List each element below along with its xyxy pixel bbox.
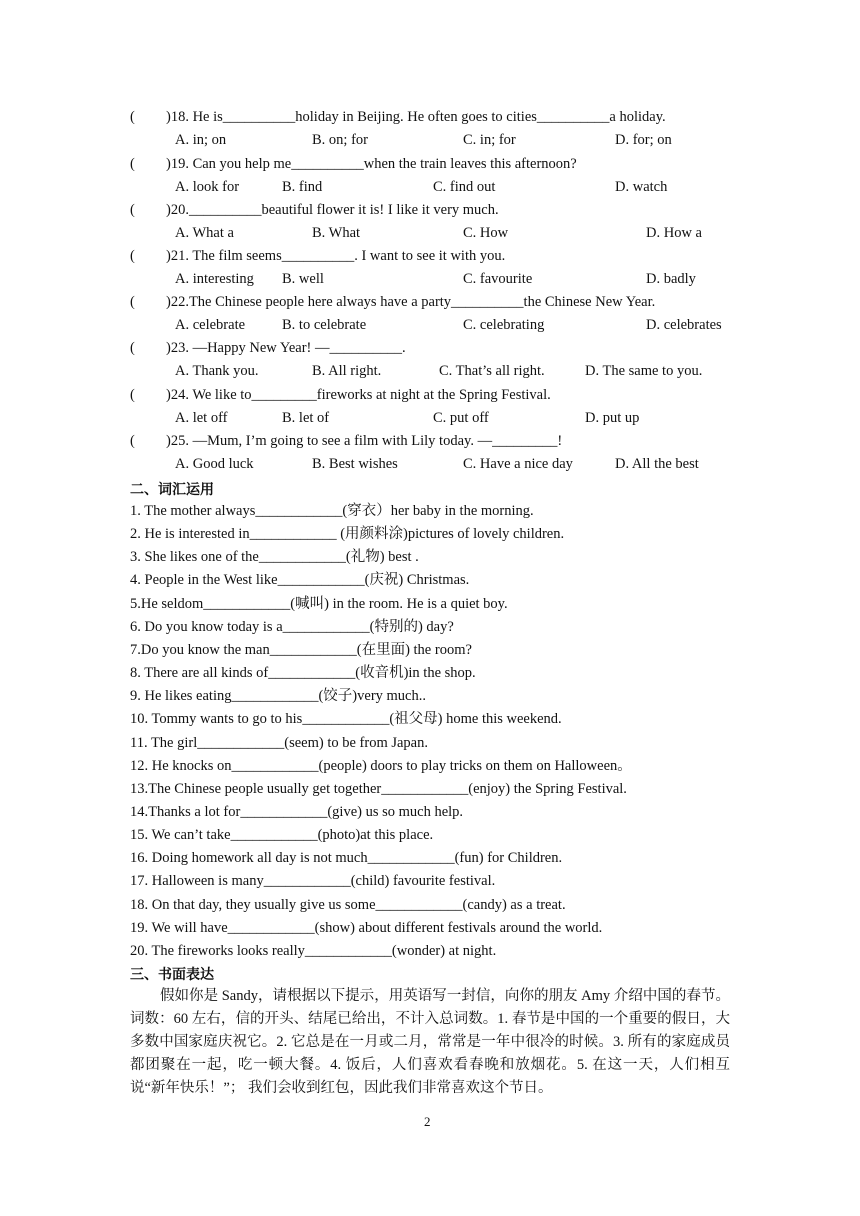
answer-option: B. let of [282, 410, 330, 426]
answer-option: C. That’s all right. [439, 363, 545, 379]
question-bracket: ( [130, 202, 135, 218]
answer-option: A. let off [175, 410, 228, 426]
answer-option: D. for; on [615, 132, 672, 148]
question-bracket: ( [130, 248, 135, 264]
vocab-item: 9. He likes eating____________(饺子)very much.. [130, 688, 426, 704]
answer-option: D. How a [646, 225, 702, 241]
answer-option: B. find [282, 179, 323, 195]
question-bracket: ( [130, 294, 135, 310]
answer-option: D. badly [646, 271, 696, 287]
answer-option: A. in; on [175, 132, 227, 148]
writing-prompt: 假如你是 Sandy，请根据以下提示，用英语写一封信，向你的朋友 Amy 介绍中国的春节。词数：60 左右，信的开头、结尾已给出，不计入总词数。1. 春节是中国的一个重要的假日，大多数中国家庭庆祝它。2. 它总是在一月或二月，常常是一年中很冷的时候。3. 所有的家庭成员都团聚在一起，吃一顿大餐。4. 饭后，人们喜欢看春晚和放烟花。5. 在这一天，人们相互说“新年快乐！”； 我们会收到红包，因此我们非常喜欢这个节日。 [130, 988, 730, 1096]
answer-option: B. What [312, 225, 361, 241]
answer-option: D. All the best [615, 456, 699, 472]
question-text: )24. We like to_________fireworks at night at the Spring Festival. [166, 387, 551, 403]
question-bracket: ( [130, 387, 135, 403]
vocab-item: 10. Tommy wants to go to his____________(祖父母) home this weekend. [130, 711, 562, 727]
vocab-item: 11. The girl____________(seem) to be from Japan. [130, 735, 428, 751]
vocab-item: 20. The fireworks looks really____________(wonder) at night. [130, 943, 497, 959]
vocab-item: 6. Do you know today is a____________(特别的) day? [130, 619, 454, 635]
vocab-item: 2. He is interested in____________ (用颜料涂)pictures of lovely children. [130, 526, 565, 542]
answer-option: C. in; for [463, 132, 516, 148]
vocab-item: 4. People in the West like____________(庆祝) Christmas. [130, 572, 470, 588]
section-2-title: 二、词汇运用 [130, 482, 214, 498]
question-text: )23. —Happy New Year! —__________. [166, 340, 406, 356]
question-text: )25. —Mum, I’m going to see a film with Lily today. —_________! [166, 433, 563, 449]
answer-option: A. celebrate [175, 317, 246, 333]
answer-option: C. find out [433, 179, 496, 195]
answer-option: D. The same to you. [585, 363, 703, 379]
answer-option: C. favourite [463, 271, 533, 287]
vocab-item: 19. We will have____________(show) about different festivals around the world. [130, 920, 603, 936]
vocab-item: 12. He knocks on____________(people) doors to play tricks on them on Halloween。 [130, 758, 632, 774]
answer-option: C. put off [433, 410, 489, 426]
answer-option: A. look for [175, 179, 240, 195]
answer-option: B. Best wishes [312, 456, 398, 472]
vocab-item: 8. There are all kinds of____________(收音机)in the shop. [130, 665, 476, 681]
answer-option: A. What a [175, 225, 234, 241]
vocab-item: 16. Doing homework all day is not much____________(fun) for Children. [130, 850, 563, 866]
question-bracket: ( [130, 156, 135, 172]
answer-option: D. watch [615, 179, 668, 195]
question-bracket: ( [130, 340, 135, 356]
vocab-item: 18. On that day, they usually give us some____________(candy) as a treat. [130, 897, 566, 913]
question-bracket: ( [130, 433, 135, 449]
answer-option: D. put up [585, 410, 640, 426]
section-3-title: 三、书面表达 [130, 967, 214, 983]
answer-option: B. to celebrate [282, 317, 367, 333]
answer-option: A. Thank you. [175, 363, 259, 379]
answer-option: C. celebrating [463, 317, 545, 333]
question-bracket: ( [130, 109, 135, 125]
answer-option: A. Good luck [175, 456, 254, 472]
vocab-item: 5.He seldom____________(喊叫) in the room. He is a quiet boy. [130, 596, 508, 612]
question-text: )19. Can you help me__________when the train leaves this afternoon? [166, 156, 577, 172]
vocab-item: 7.Do you know the man____________(在里面) the room? [130, 642, 472, 658]
answer-option: C. How [463, 225, 509, 241]
question-text: )18. He is__________holiday in Beijing. He often goes to cities__________a holiday. [166, 109, 666, 125]
answer-option: B. on; for [312, 132, 368, 148]
answer-option: C. Have a nice day [463, 456, 573, 472]
answer-option: B. well [282, 271, 324, 287]
vocab-item: 14.Thanks a lot for____________(give) us so much help. [130, 804, 464, 820]
vocab-item: 3. She likes one of the____________(礼物) best . [130, 549, 419, 565]
page-number: 2 [424, 1114, 431, 1129]
answer-option: B. All right. [312, 363, 382, 379]
question-text: )22.The Chinese people here always have a party__________the Chinese New Year. [166, 294, 656, 310]
answer-option: D. celebrates [646, 317, 722, 333]
vocab-item: 1. The mother always____________(穿衣）her baby in the morning. [130, 503, 534, 519]
answer-option: A. interesting [175, 271, 254, 287]
question-text: )21. The film seems__________. I want to see it with you. [166, 248, 506, 264]
vocab-item: 17. Halloween is many____________(child) favourite festival. [130, 873, 496, 889]
vocab-item: 15. We can’t take____________(photo)at this place. [130, 827, 434, 843]
question-text: )20.__________beautiful flower it is! I like it very much. [166, 202, 499, 218]
vocab-item: 13.The Chinese people usually get together____________(enjoy) the Spring Festival. [130, 781, 627, 797]
